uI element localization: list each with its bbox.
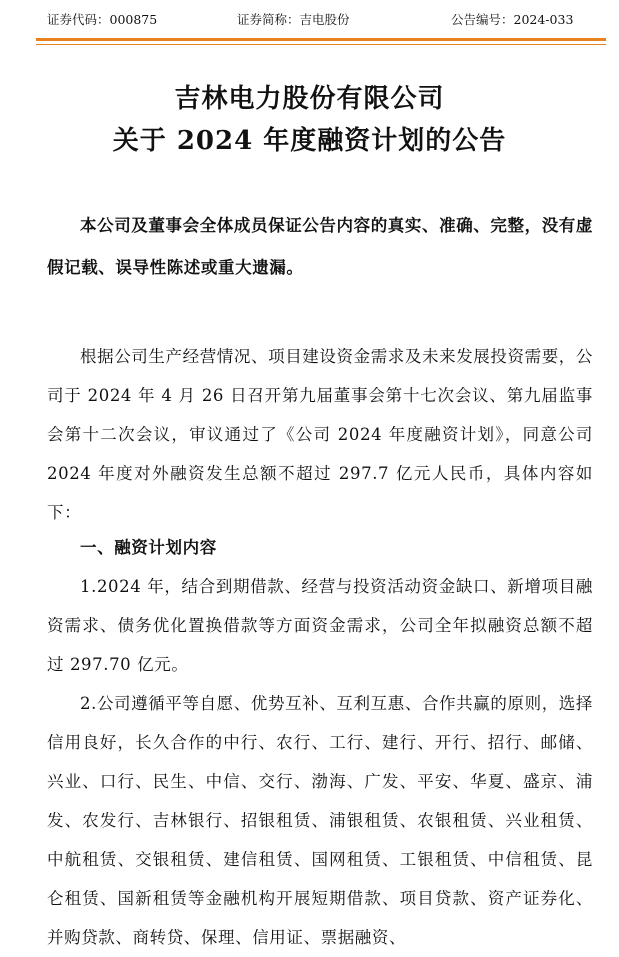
plan-item-2: 2.公司遵循平等自愿、优势互补、互利互惠、合作共赢的原则，选择信用良好，长久合作的中行、农行、工行、建行、开行、招行、邮储、兴业、口行、民生、中信、交行、渤海、广发、平安、华夏、盛京、浦发、农发行、吉林银行、招银租赁、浦银租赁、农银租赁、兴业租赁、中航租赁、交银租赁、建信租赁、国网租赁、工银租赁、中信租赁、昆仑租赁、国新租赁等金融机构开展短期借款、项目贷款、资产证券化、并购贷款、商转贷、保理、信用证、票据融资、: [47, 694, 593, 947]
page-header: [0, 8, 619, 32]
stock-code: 证券代码：000875: [47, 12, 158, 27]
intro-paragraph: 根据公司生产经营情况、项目建设资金需求及未来发展投资需要，公司于 2024 年 4 月 26 日召开第九届董事会第十七次会议、第九届监事会第十二次会议，审议通过了《公司 2024 年度融资计划》，同意公司 2024 年度对外融资发生总额不超过 297.7 亿元人民币，具体内容如下：: [47, 347, 593, 522]
announcement-number: 公告编号：2024-033: [451, 12, 574, 27]
header-rule-thick: [36, 38, 606, 41]
section-heading: 一、融资计划内容: [80, 538, 217, 557]
header-rule-thin: [36, 44, 606, 45]
statement-paragraph: 本公司及董事会全体成员保证公告内容的真实、准确、完整，没有虚假记载、误导性陈述或重大遗漏。: [47, 216, 593, 277]
main-content: [47, 337, 593, 957]
board-statement: [47, 205, 593, 289]
plan-item-1: 1.2024 年，结合到期借款、经营与投资活动资金缺口、新增项目融资需求、债务优化置换借款等方面资金需求，公司全年拟融资总额不超过 297.70 亿元。: [47, 577, 593, 674]
title-line-2: 关于 2024 年度融资计划的公告: [112, 126, 507, 156]
stock-short-name: 证券简称：吉电股份: [237, 12, 350, 27]
title-line-1: 吉林电力股份有限公司: [174, 84, 445, 114]
